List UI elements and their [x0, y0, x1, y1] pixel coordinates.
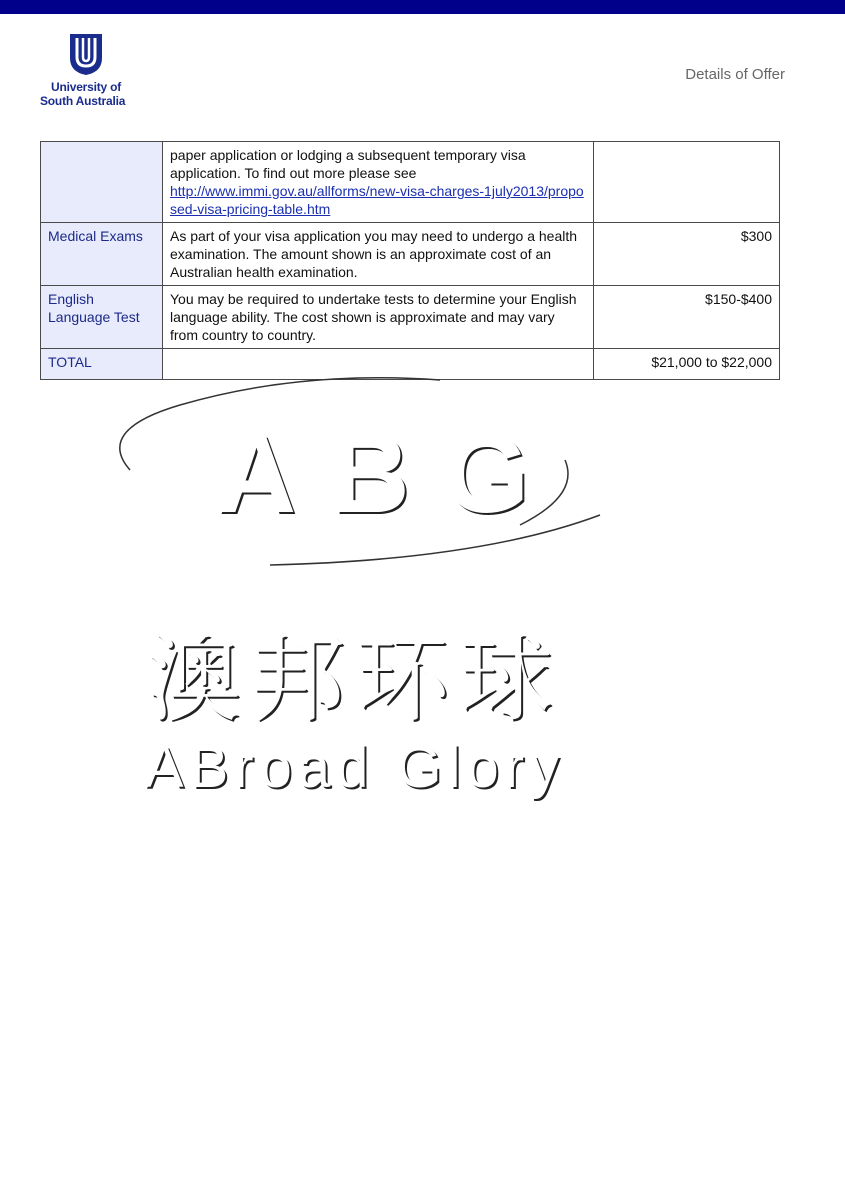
row-label: Medical Exams: [41, 223, 163, 286]
visa-charges-link[interactable]: http://www.immi.gov.au/allforms/new-visa-charges-1july2013/proposed-visa-pricing-table.htm: [170, 183, 584, 217]
costs-table: [40, 141, 780, 380]
table-row: [41, 286, 780, 349]
university-name-line2: South Australia: [40, 94, 126, 108]
row-description: You may be required to undertake tests to determine your English language ability. The cost shown is approximate and may vary from country to country.: [163, 286, 594, 349]
row-cost: [594, 142, 780, 223]
total-label: TOTAL: [41, 349, 163, 380]
table-row: [41, 142, 780, 223]
swoosh-arc-right: [520, 460, 568, 525]
university-logo: [40, 32, 140, 112]
table-row: [41, 349, 780, 380]
chinese-name-watermark: 澳邦环球: [146, 626, 564, 735]
swoosh-arc-bottom: [270, 515, 600, 565]
row-description: [163, 349, 594, 380]
english-name-watermark: ABroad Glory: [144, 735, 566, 800]
row-description: [163, 142, 594, 223]
row-label: English Language Test: [41, 286, 163, 349]
total-cost: $21,000 to $22,000: [594, 349, 780, 380]
row-cost: $300: [594, 223, 780, 286]
description-text: paper application or lodging a subsequent temporary visa application. To find out more please see: [170, 147, 526, 181]
row-cost: $150-$400: [594, 286, 780, 349]
top-bar: [0, 0, 845, 14]
abg-watermark-logo: ABG: [216, 413, 564, 536]
university-name-line1: University of: [51, 80, 122, 94]
table-row: [41, 223, 780, 286]
row-description: As part of your visa application you may need to undergo a health examination. The amount shown is an approximate cost of an Australian health examination.: [163, 223, 594, 286]
swoosh-arc-top: [120, 378, 440, 470]
document-title: Details of Offer: [685, 66, 785, 83]
row-label: [41, 142, 163, 223]
unisa-crest-icon: [68, 32, 104, 76]
